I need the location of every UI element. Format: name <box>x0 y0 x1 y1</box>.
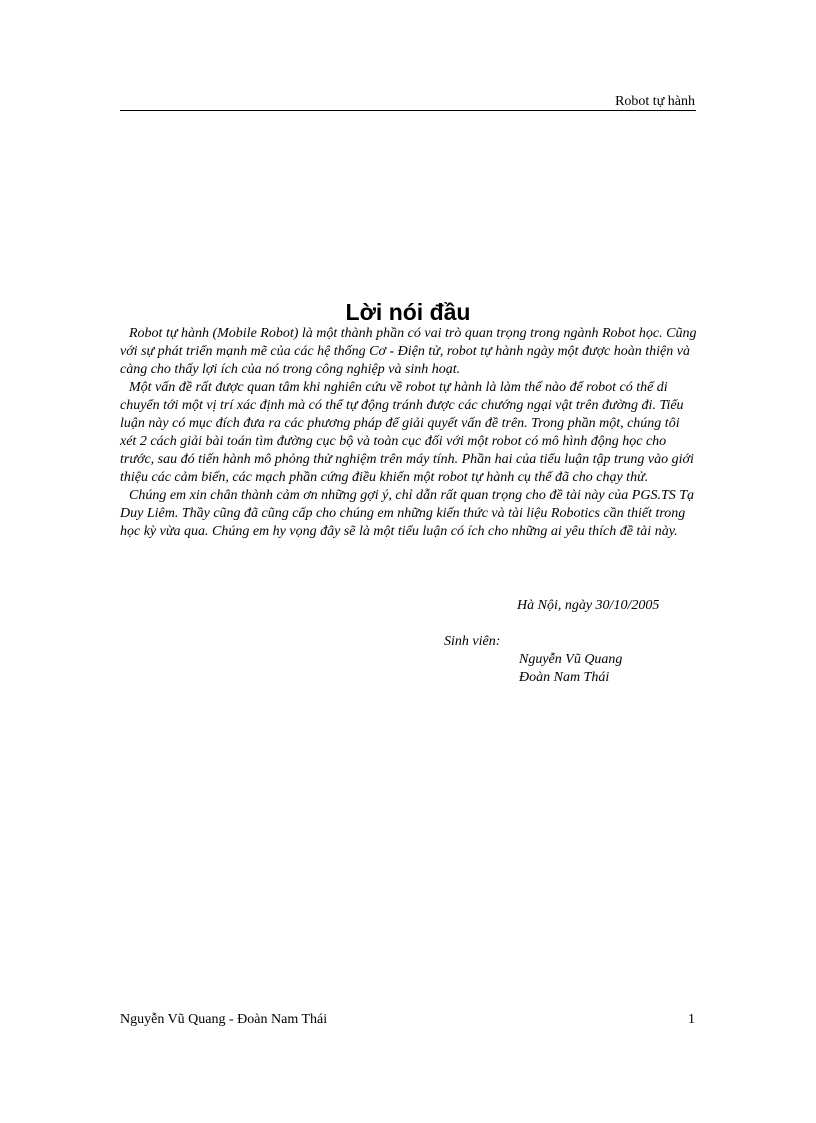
signer-name-2: Đoàn Nam Thái <box>519 670 610 685</box>
running-header: Robot tự hành <box>615 94 695 109</box>
header-divider <box>120 110 696 111</box>
signer-name-1: Nguyễn Vũ Quang <box>519 652 623 667</box>
signer-label: Sinh viên: <box>444 634 501 649</box>
paragraph-2: Một vấn đề rất được quan tâm khi nghiên cứu về robot tự hành là làm thế nào để robot có thể di chuyển tới một vị trí xác định mà có thể tự động tránh được các chướng ngại vật trên đường đi. Tiểu luận này có mục đích đưa ra các phương pháp để giải quyết vấn đề trên. Trong phần một, chúng tôi xét 2 cách giải bài toán tìm đường cục bộ và toàn cục đối với một robot có mô hình động học cho trước, sau đó tiến hành mô phỏng thử nghiệm trên máy tính. Phần hai của tiểu luận tập trung vào giới thiệu các cảm biến, các mạch phần cứng điều khiển một robot tự hành cụ thể đã cho chạy thử. <box>120 380 694 485</box>
preface-body <box>120 325 698 541</box>
place-date: Hà Nội, ngày 30/10/2005 <box>517 598 660 613</box>
page-title: Lời nói đầu <box>345 299 471 325</box>
paragraph-3: Chúng em xin chân thành cảm ơn những gợi ý, chỉ dẫn rất quan trọng cho đề tài này của PGS.TS Tạ Duy Liêm. Thầy cũng đã cũng cấp cho chúng em những kiến thức và tài liệu Robotics cần thiết trong học kỳ vừa qua. Chúng em hy vọng đây sẽ là một tiểu luận có ích cho những ai yêu thích đề tài này. <box>120 488 695 539</box>
paragraph-1: Robot tự hành (Mobile Robot) là một thành phần có vai trò quan trọng trong ngành Robot học. Cũng với sự phát triển mạnh mẽ của các hệ thống Cơ - Điện tử, robot tự hành ngày một được hoàn thiện và càng cho thấy lợi ích của nó trong công nghiệp và sinh hoạt. <box>120 326 697 377</box>
footer-authors: Nguyễn Vũ Quang - Đoàn Nam Thái <box>120 1012 328 1027</box>
page-number: 1 <box>688 1012 695 1027</box>
